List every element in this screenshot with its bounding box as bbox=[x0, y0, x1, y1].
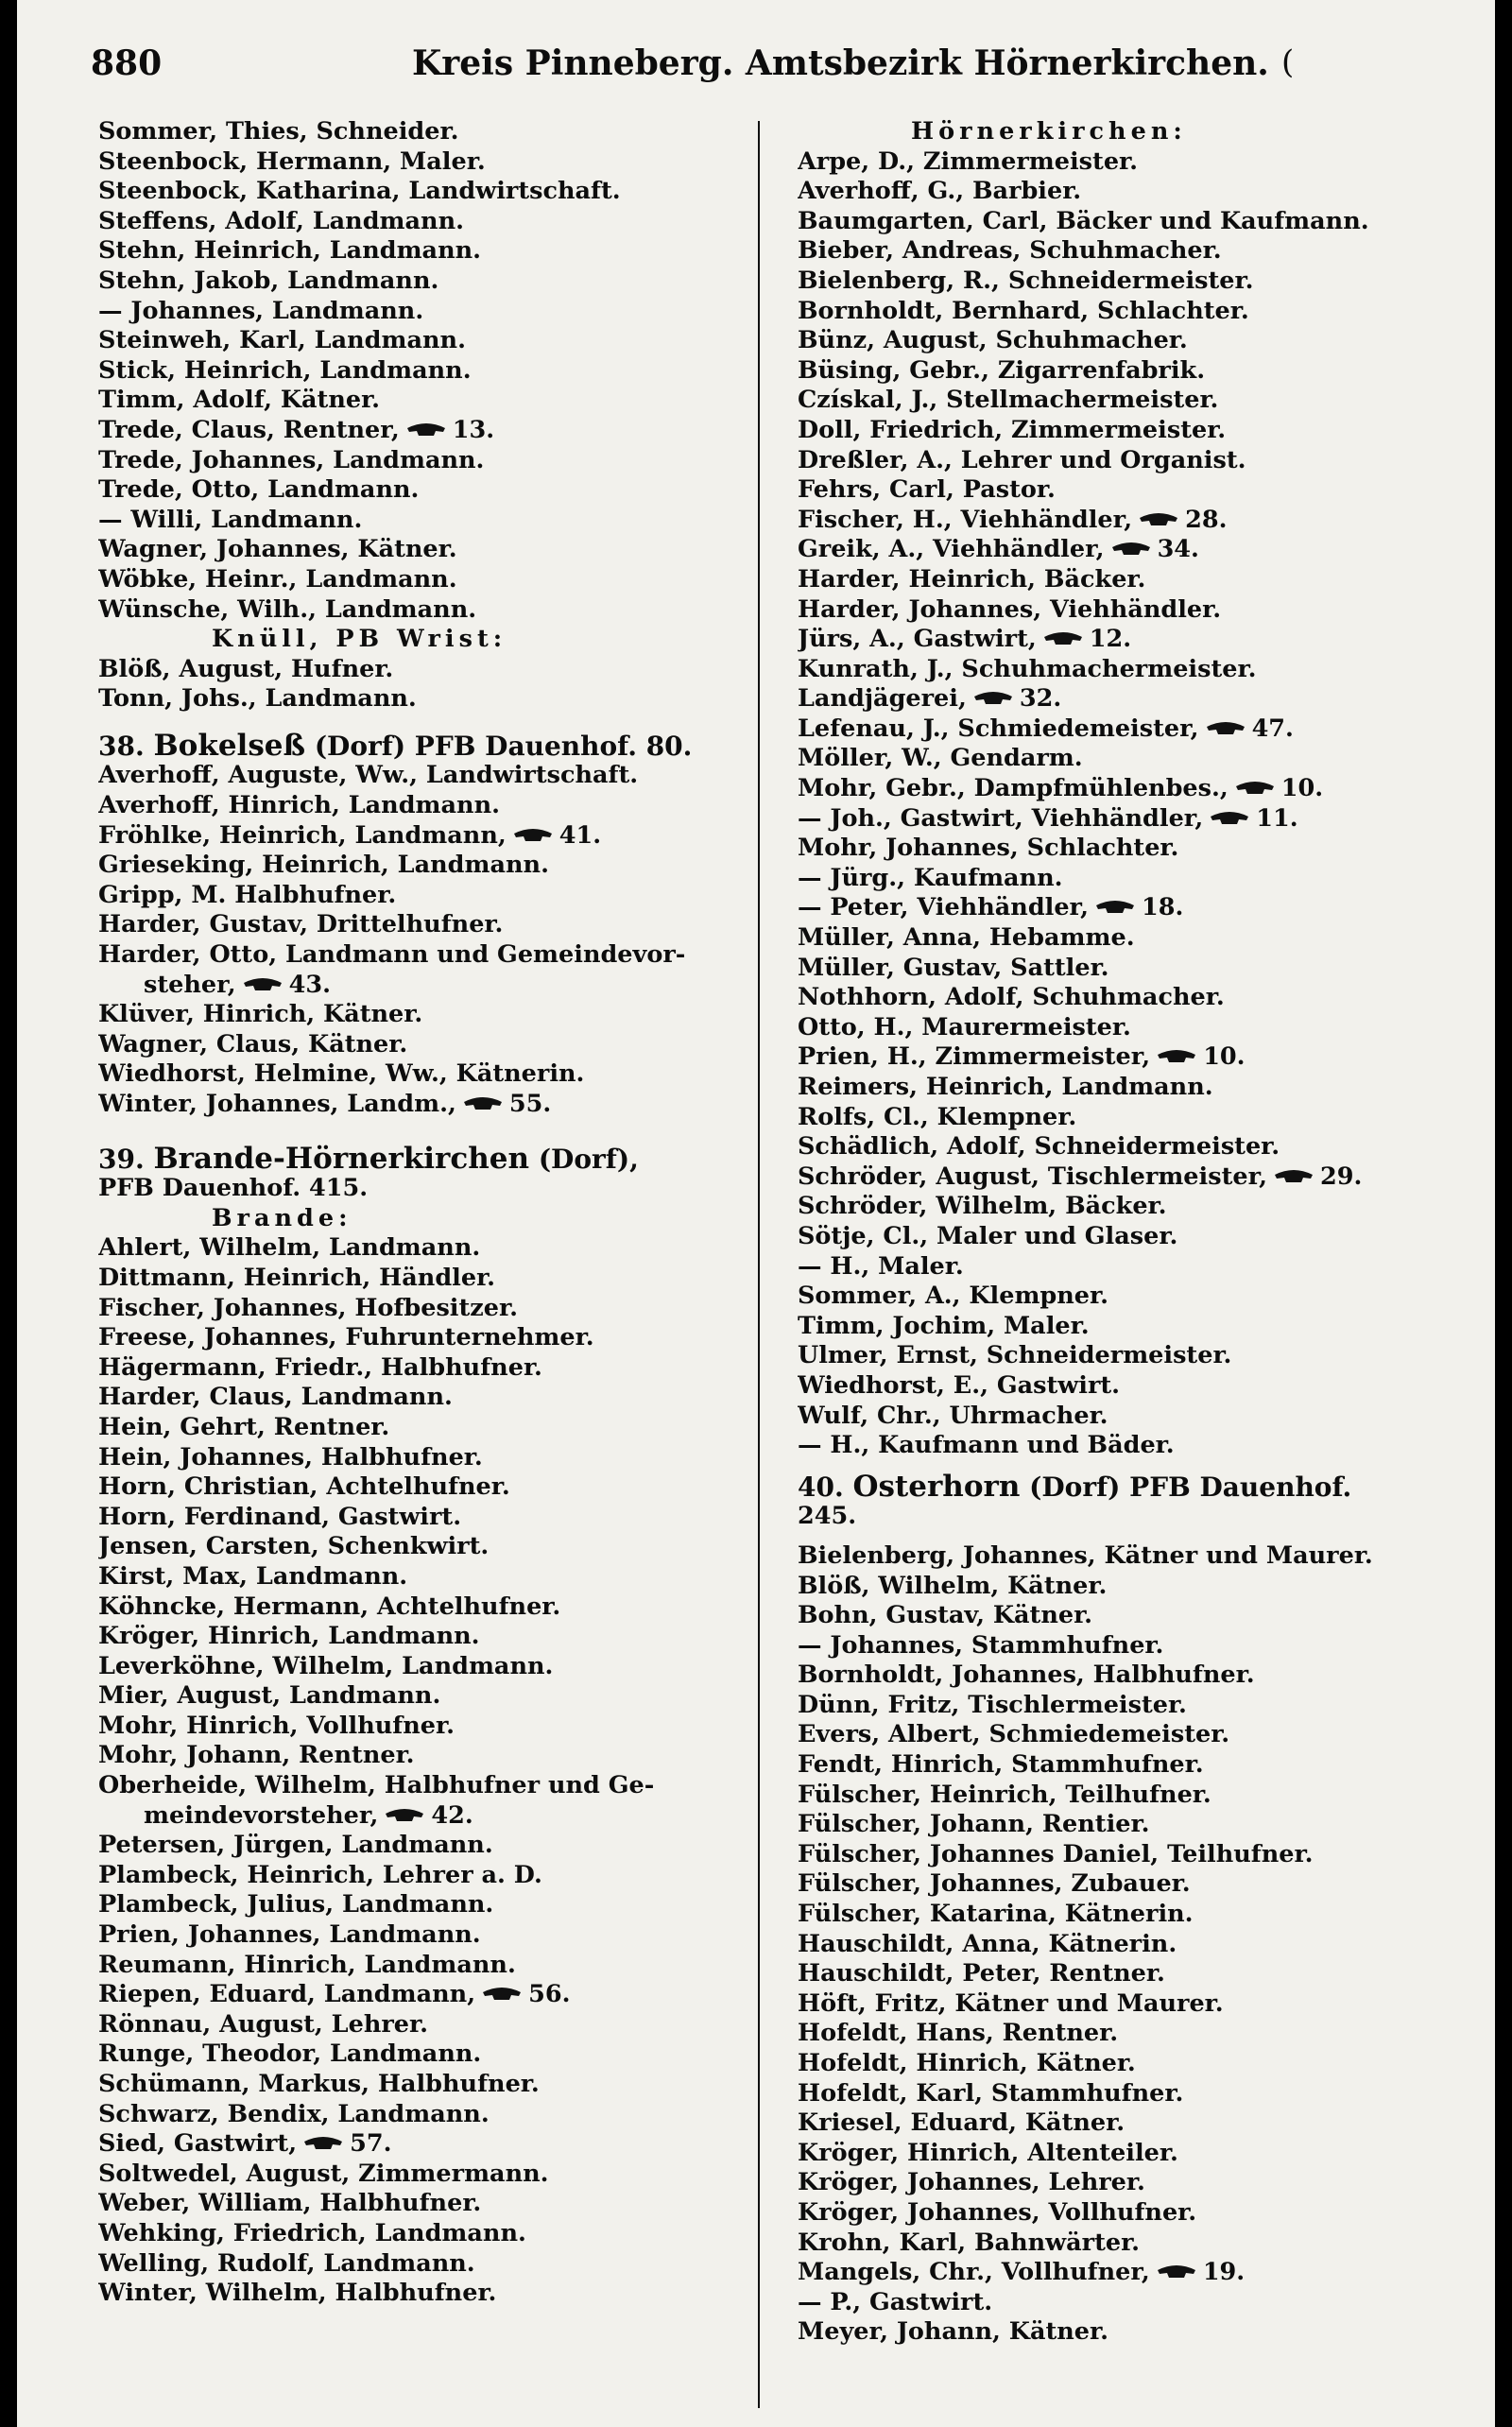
entry: Horn, Christian, Achtelhufner. bbox=[98, 1472, 510, 1502]
right-column bbox=[798, 117, 1459, 2348]
entry-with-phone: Prien, H., Zimmermeister, 10. bbox=[798, 1042, 1246, 1072]
entry: Kirst, Max, Landmann. bbox=[98, 1561, 408, 1591]
entry: Wöbke, Heinr., Landmann. bbox=[98, 564, 457, 594]
entry: Mier, August, Landmann. bbox=[98, 1681, 441, 1711]
entry-list bbox=[798, 1192, 1459, 1460]
page-header bbox=[91, 43, 1433, 100]
entry: Hofeldt, Hans, Rentner. bbox=[798, 2019, 1119, 2048]
entry-list bbox=[98, 446, 760, 626]
entry: Harder, Gustav, Drittelhufner. bbox=[98, 910, 504, 939]
telephone-icon bbox=[972, 689, 1014, 708]
entry: Wagner, Claus, Kätner. bbox=[98, 1029, 408, 1059]
entry-with-phone: Fischer, H., Viehhändler, 28. bbox=[798, 505, 1228, 534]
entry: Hägermann, Friedr., Halbhufner. bbox=[98, 1352, 542, 1382]
entry: Averhoff, Auguste, Ww., Landwirtschaft. bbox=[98, 761, 639, 790]
entry-list bbox=[98, 2160, 760, 2309]
entry: Sötje, Cl., Maler und Glaser. bbox=[798, 1221, 1178, 1250]
entry: Rönnau, August, Lehrer. bbox=[98, 2009, 429, 2039]
entry: — H., Kaufmann und Bäder. bbox=[798, 1431, 1175, 1460]
entry: Sommer, A., Klempner. bbox=[798, 1282, 1108, 1311]
entry: Bielenberg, R., Schneidermeister. bbox=[798, 266, 1254, 295]
entry: Soltwedel, August, Zimmermann. bbox=[98, 2159, 549, 2188]
entry: Mohr, Hinrich, Vollhufner. bbox=[98, 1711, 455, 1740]
entry: Reumann, Hinrich, Landmann. bbox=[98, 1950, 516, 1979]
entry: Bohn, Gustav, Kätner. bbox=[798, 1601, 1093, 1630]
entry: Ulmer, Ernst, Schneidermeister. bbox=[798, 1341, 1232, 1370]
place-heading: Hörnerkirchen: bbox=[911, 117, 1187, 146]
entry: Höft, Fritz, Kätner und Maurer. bbox=[798, 1988, 1224, 2018]
entry-list bbox=[98, 117, 760, 416]
entry: Blöß, August, Hufner. bbox=[98, 654, 394, 683]
entry-list bbox=[98, 1233, 760, 1800]
entry: Evers, Albert, Schmiedemeister. bbox=[798, 1720, 1230, 1749]
entry-with-phone: Riepen, Eduard, Landmann, 56. bbox=[98, 1980, 571, 2009]
entry: Hauschildt, Peter, Rentner. bbox=[798, 1959, 1165, 1988]
telephone-icon bbox=[242, 975, 284, 994]
entry: Harder, Claus, Landmann. bbox=[98, 1383, 453, 1412]
entry: Schröder, Wilhelm, Bäcker. bbox=[798, 1192, 1167, 1221]
entry: Harder, Otto, Landmann und Gemeindevor- bbox=[98, 940, 686, 970]
entry: Fehrs, Carl, Pastor. bbox=[798, 475, 1056, 505]
entry: Stehn, Jakob, Landmann. bbox=[98, 266, 439, 295]
telephone-icon bbox=[512, 826, 554, 845]
entry: Hofeldt, Hinrich, Kätner. bbox=[798, 2049, 1136, 2077]
entry: Oberheide, Wilhelm, Halbhufner und Ge- bbox=[98, 1771, 655, 1800]
entry-with-phone: Sied, Gastwirt, 57. bbox=[98, 2129, 392, 2159]
entry: Gripp, M. Halbhufner. bbox=[98, 880, 397, 909]
telephone-icon bbox=[481, 1985, 523, 2004]
entry: Nothhorn, Adolf, Schuhmacher. bbox=[798, 983, 1225, 1012]
telephone-icon bbox=[384, 1806, 425, 1825]
entry-list bbox=[98, 1831, 760, 1980]
entry-with-phone: Winter, Johannes, Landm., 55. bbox=[98, 1090, 552, 1118]
entry: Plambeck, Julius, Landmann. bbox=[98, 1890, 494, 1919]
entry: Schwarz, Bendix, Landmann. bbox=[98, 2099, 490, 2128]
entry: Winter, Wilhelm, Halbhufner. bbox=[98, 2279, 497, 2308]
entry: Steffens, Adolf, Landmann. bbox=[98, 206, 464, 235]
entry-list bbox=[798, 2288, 1459, 2348]
entry-list bbox=[98, 2010, 760, 2129]
entry: Rolfs, Cl., Klempner. bbox=[798, 1102, 1077, 1131]
entry: Kröger, Johannes, Vollhufner. bbox=[798, 2197, 1197, 2227]
entry: Czískal, J., Stellmachermeister. bbox=[798, 386, 1219, 415]
entry: Schädlich, Adolf, Schneidermeister. bbox=[798, 1132, 1280, 1162]
entry: Runge, Theodor, Landmann. bbox=[98, 2040, 482, 2069]
entry: Dreßler, A., Lehrer und Organist. bbox=[798, 445, 1246, 474]
entry: Steenbock, Katharina, Landwirtschaft. bbox=[98, 177, 621, 206]
entry-list bbox=[98, 851, 760, 970]
entry: Otto, H., Maurermeister. bbox=[798, 1012, 1131, 1041]
entry-list bbox=[798, 147, 1459, 506]
entry: Averhoff, Hinrich, Landmann. bbox=[98, 791, 501, 820]
entry: Trede, Otto, Landmann. bbox=[98, 475, 420, 505]
entry: Fülscher, Johannes, Zubauer. bbox=[798, 1869, 1191, 1899]
entry-list bbox=[798, 1541, 1459, 2258]
running-head: Kreis Pinneberg. Amtsbezirk Hörnerkirchen. bbox=[412, 43, 1269, 83]
entry: Fülscher, Johannes Daniel, Teilhufner. bbox=[798, 1839, 1314, 1868]
directory-page bbox=[17, 0, 1495, 2427]
entry: Harder, Johannes, Viehhändler. bbox=[798, 594, 1222, 624]
section-heading: 38. Bokelseß (Dorf) PFB Dauenhof. 80. bbox=[98, 731, 693, 762]
entry: Sommer, Thies, Schneider. bbox=[98, 117, 459, 146]
left-column bbox=[98, 117, 760, 2309]
entry: Wiedhorst, E., Gastwirt. bbox=[798, 1370, 1121, 1400]
entry: Grieseking, Heinrich, Landmann. bbox=[98, 851, 549, 880]
telephone-icon bbox=[1156, 2263, 1197, 2281]
entry: Mohr, Johann, Rentner. bbox=[98, 1741, 415, 1770]
entry: Ahlert, Wilhelm, Landmann. bbox=[98, 1233, 481, 1263]
entry: Kunrath, J., Schuhmachermeister. bbox=[798, 654, 1257, 683]
entry: Fülscher, Katarina, Kätnerin. bbox=[798, 1900, 1194, 1929]
entry-list bbox=[798, 565, 1459, 625]
entry: Wehking, Friedrich, Landmann. bbox=[98, 2218, 526, 2247]
entry-list bbox=[98, 655, 760, 714]
entry: Fendt, Hinrich, Stammhufner. bbox=[798, 1750, 1204, 1780]
entry: Kröger, Hinrich, Landmann. bbox=[98, 1622, 480, 1651]
entry: — Willi, Landmann. bbox=[98, 505, 363, 534]
entry-with-phone: Fröhlke, Heinrich, Landmann, 41. bbox=[98, 820, 602, 850]
entry: Müller, Anna, Hebamme. bbox=[798, 923, 1135, 953]
entry: Bünz, August, Schuhmacher. bbox=[798, 326, 1188, 355]
entry-with-phone: Schröder, August, Tischlermeister, 29. bbox=[798, 1162, 1363, 1191]
entry: Möller, W., Gendarm. bbox=[798, 744, 1083, 773]
entry: — P., Gastwirt. bbox=[798, 2287, 993, 2316]
entry: Kriesel, Eduard, Kätner. bbox=[798, 2109, 1125, 2138]
entry: Bornholdt, Bernhard, Schlachter. bbox=[798, 296, 1249, 325]
entry: Bielenberg, Johannes, Kätner und Maurer. bbox=[798, 1541, 1373, 1570]
section-detail: 245. bbox=[798, 1502, 857, 1531]
entry: Meyer, Johann, Kätner. bbox=[798, 2317, 1108, 2347]
entry: Köhncke, Hermann, Achtelhufner. bbox=[98, 1592, 561, 1621]
entry: Jensen, Carsten, Schenkwirt. bbox=[98, 1532, 490, 1561]
telephone-icon bbox=[1156, 1047, 1197, 1066]
entry-with-phone: Greik, A., Viehhändler, 34. bbox=[798, 535, 1199, 564]
entry: Freese, Johannes, Fuhrunternehmer. bbox=[98, 1323, 594, 1352]
header-mark: ( bbox=[1281, 43, 1295, 81]
entry: Blöß, Wilhelm, Kätner. bbox=[798, 1571, 1108, 1600]
entry: Harder, Heinrich, Bäcker. bbox=[798, 564, 1146, 594]
section-detail: PFB Dauenhof. 415. bbox=[98, 1174, 369, 1203]
entry: Steenbock, Hermann, Maler. bbox=[98, 146, 486, 176]
entry: Leverköhne, Wilhelm, Landmann. bbox=[98, 1651, 554, 1680]
entry: Wulf, Chr., Uhrmacher. bbox=[798, 1401, 1108, 1430]
entry-with-phone: Trede, Claus, Rentner, 13. bbox=[98, 415, 495, 444]
telephone-icon bbox=[1094, 898, 1136, 917]
entry: Welling, Rudolf, Landmann. bbox=[98, 2248, 475, 2278]
entry: Wagner, Johannes, Kätner. bbox=[98, 535, 457, 564]
entry-with-phone: meindevorsteher, 42. bbox=[144, 1800, 473, 1830]
entry: Reimers, Heinrich, Landmann. bbox=[798, 1073, 1213, 1101]
entry-list bbox=[98, 761, 760, 820]
entry: Arpe, D., Zimmermeister. bbox=[798, 146, 1139, 176]
telephone-icon bbox=[1234, 779, 1276, 798]
entry: Kröger, Johannes, Lehrer. bbox=[798, 2168, 1145, 2197]
entry: — Johannes, Landmann. bbox=[98, 296, 424, 325]
entry-list bbox=[98, 1000, 760, 1090]
entry-with-phone: Jürs, A., Gastwirt, 12. bbox=[798, 625, 1132, 654]
entry: Fischer, Johannes, Hofbesitzer. bbox=[98, 1293, 518, 1322]
telephone-icon bbox=[405, 421, 447, 439]
telephone-icon bbox=[1138, 510, 1179, 529]
entry-with-phone: Mangels, Chr., Vollhufner, 19. bbox=[798, 2258, 1246, 2287]
entry: Schümann, Markus, Halbhufner. bbox=[98, 2070, 540, 2098]
section-heading: 40. Osterhorn (Dorf) PFB Dauenhof. bbox=[798, 1472, 1352, 1503]
entry: — Johannes, Stammhufner. bbox=[798, 1630, 1164, 1660]
telephone-icon bbox=[1273, 1167, 1314, 1186]
telephone-icon bbox=[1205, 719, 1246, 738]
entry: Hein, Gehrt, Rentner. bbox=[98, 1412, 390, 1441]
entry-with-phone: steher, 43. bbox=[144, 970, 331, 999]
entry-list bbox=[798, 834, 1459, 893]
entry: — Jürg., Kaufmann. bbox=[798, 863, 1063, 892]
entry: Petersen, Jürgen, Landmann. bbox=[98, 1831, 493, 1860]
entry: Doll, Friedrich, Zimmermeister. bbox=[798, 415, 1227, 444]
entry: Steinweh, Karl, Landmann. bbox=[98, 326, 466, 355]
entry: Bornholdt, Johannes, Halbhufner. bbox=[798, 1661, 1255, 1690]
place-heading: Knüll, PB Wrist: bbox=[212, 625, 507, 654]
entry: Dünn, Fritz, Tischlermeister. bbox=[798, 1690, 1187, 1719]
entry: Dittmann, Heinrich, Händler. bbox=[98, 1263, 496, 1292]
entry: — H., Maler. bbox=[798, 1251, 964, 1281]
entry: Stick, Heinrich, Landmann. bbox=[98, 355, 472, 385]
entry: Klüver, Hinrich, Kätner. bbox=[98, 1000, 423, 1029]
entry: Müller, Gustav, Sattler. bbox=[798, 953, 1109, 982]
section-heading: 39. Brande-Hörnerkirchen (Dorf), bbox=[98, 1144, 639, 1175]
entry: Bieber, Andreas, Schuhmacher. bbox=[798, 236, 1222, 266]
place-heading: Brande: bbox=[212, 1203, 352, 1232]
entry: Fülscher, Johann, Rentier. bbox=[798, 1810, 1150, 1839]
entry-with-phone: Landjägerei, 32. bbox=[798, 684, 1062, 714]
entry: Wiedhorst, Helmine, Ww., Kätnerin. bbox=[98, 1059, 585, 1089]
entry: Tonn, Johs., Landmann. bbox=[98, 684, 417, 714]
entry: Averhoff, G., Barbier. bbox=[798, 177, 1082, 206]
entry: Weber, William, Halbhufner. bbox=[98, 2189, 482, 2218]
entry: Prien, Johannes, Landmann. bbox=[98, 1920, 481, 1950]
entry: Hofeldt, Karl, Stammhufner. bbox=[798, 2078, 1184, 2108]
entry: Kröger, Hinrich, Altenteiler. bbox=[798, 2138, 1178, 2167]
entry-with-phone: — Peter, Viehhändler, 18. bbox=[798, 893, 1184, 922]
telephone-icon bbox=[462, 1094, 504, 1113]
entry: Wünsche, Wilh., Landmann. bbox=[98, 594, 477, 624]
entry: Timm, Jochim, Maler. bbox=[798, 1311, 1090, 1340]
telephone-icon bbox=[1209, 809, 1250, 828]
entry: Hein, Johannes, Halbhufner. bbox=[98, 1442, 483, 1472]
entry-list bbox=[798, 1073, 1459, 1162]
entry-list bbox=[798, 923, 1459, 1042]
entry: Büsing, Gebr., Zigarrenfabrik. bbox=[798, 355, 1206, 385]
entry: Stehn, Heinrich, Landmann. bbox=[98, 236, 482, 266]
entry: Trede, Johannes, Landmann. bbox=[98, 445, 485, 474]
entry-with-phone: Mohr, Gebr., Dampfmühlenbes., 10. bbox=[798, 774, 1324, 803]
entry-with-phone: — Joh., Gastwirt, Viehhändler, 11. bbox=[798, 803, 1298, 833]
telephone-icon bbox=[302, 2134, 344, 2153]
entry: Krohn, Karl, Bahnwärter. bbox=[798, 2228, 1141, 2257]
entry: Hauschildt, Anna, Kätnerin. bbox=[798, 1929, 1177, 1958]
entry: Baumgarten, Carl, Bäcker und Kaufmann. bbox=[798, 206, 1369, 235]
page-number: 880 bbox=[91, 43, 163, 83]
telephone-icon bbox=[1110, 540, 1152, 559]
entry: Horn, Ferdinand, Gastwirt. bbox=[98, 1502, 462, 1531]
entry-with-phone: Lefenau, J., Schmiedemeister, 47. bbox=[798, 714, 1294, 743]
entry: Plambeck, Heinrich, Lehrer a. D. bbox=[98, 1860, 542, 1889]
entry: Timm, Adolf, Kätner. bbox=[98, 386, 381, 415]
entry: Mohr, Johannes, Schlachter. bbox=[798, 834, 1179, 863]
telephone-icon bbox=[1042, 629, 1084, 648]
entry: Fülscher, Heinrich, Teilhufner. bbox=[798, 1780, 1211, 1809]
